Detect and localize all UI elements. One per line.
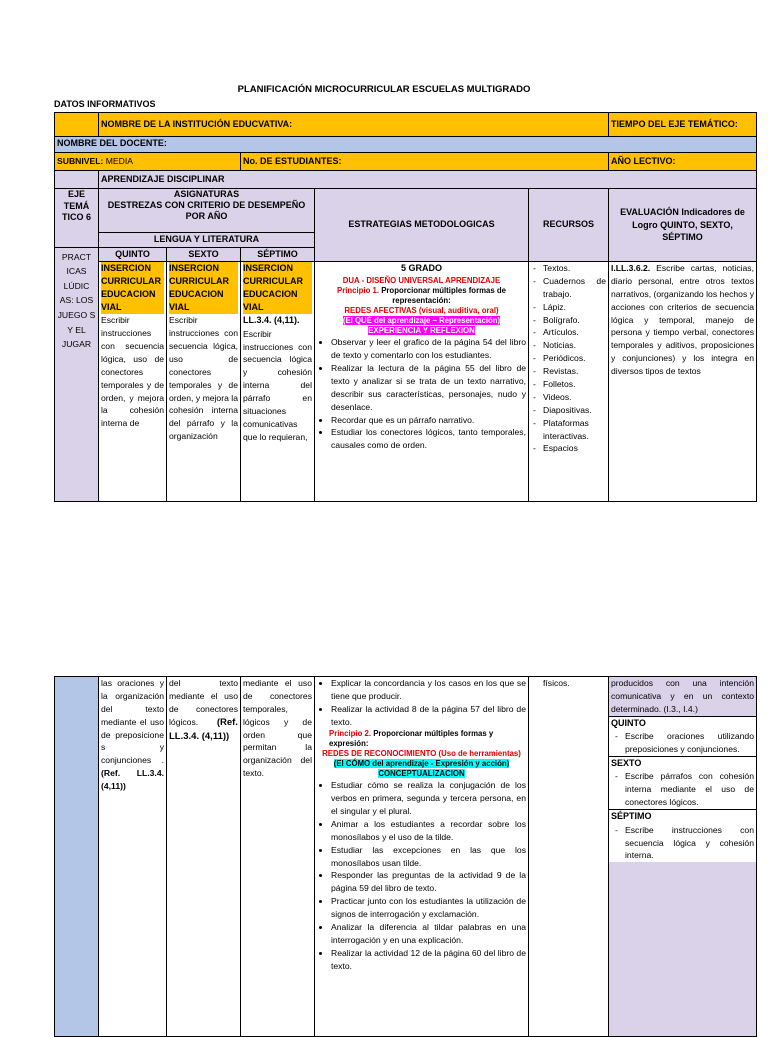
quinto-ref: (Ref. LL.3.4. (4,11)) xyxy=(101,768,164,792)
estrategias-header: ESTRATEGIAS METODOLOGICAS xyxy=(315,189,529,262)
quinto-destreza-cont xyxy=(99,677,167,1037)
list-item: - Videos. xyxy=(543,391,606,404)
que-aprendizaje-label: (El QUÉ del aprendizaje – Representación) xyxy=(342,316,501,325)
evaluacion-cell-2 xyxy=(609,677,757,1037)
eval-sexto-label: SEXTO xyxy=(611,757,642,768)
subnivel-cell xyxy=(55,153,241,171)
recursos-list xyxy=(531,262,606,455)
list-item: • Animar a los estudiantes a recordar sobre los monosílabos y el uso de la tilde. xyxy=(331,818,526,844)
list-item: • Practicar junto con los estudiantes la utilización de signos de interrogación y exclamación. xyxy=(331,895,526,921)
sexto-ref: (Ref. LL.3.4. (4,11)) xyxy=(169,716,238,742)
recursos-cell-2 xyxy=(529,677,609,1037)
quinto-header: QUINTO xyxy=(99,247,167,262)
quinto-destreza-text-2: las oraciones y la organización del texto mediante el uso de preposicione s y conjunciones . xyxy=(101,678,164,766)
septimo-destreza-cell xyxy=(241,262,315,502)
datos-informativos-label: DATOS INFORMATIVOS xyxy=(54,99,156,109)
recursos-header: RECURSOS xyxy=(529,189,609,262)
list-item: - Artículos. xyxy=(543,326,606,339)
estrategias-cell-2 xyxy=(315,677,529,1037)
principio-1-label: Principio 1. xyxy=(337,285,380,295)
eval-text-1: Escribe cartas, noticias, diario personal, entre otros textos narrativos, (organizando los hechos y acciones con criterios de secuencia lógica y temporal, manejo de persona y tiempo verbal, conectores temporales y aditivos, proposiciones y conjunciones) y los integra en diversos tipos de textos xyxy=(611,263,754,377)
list-item: • Estudiar cómo se realiza la conjugación de los verbos en primera, segunda y tercera persona, en el singular y el plural. xyxy=(331,779,526,818)
list-item: - Escribe párrafos con cohesión interna mediante el uso de conectores lógicos. xyxy=(625,770,754,809)
tiempo-label: TIEMPO DEL EJE TEMÁTICO: xyxy=(609,113,757,137)
dua-label: DUA - DISEÑO UNIVERSAL APRENDIZAJE xyxy=(342,275,501,285)
subnivel-label: SUBNIVEL: xyxy=(57,156,104,167)
destrezas-label: DESTREZAS CON CRITERIO DE DESEMPEÑO POR AÑO xyxy=(107,199,306,221)
eval-code: I.LL.3.6.2. xyxy=(611,263,651,273)
aprendizaje-disciplinar-label: APRENDIZAJE DISCIPLINAR xyxy=(99,171,757,189)
septimo-destreza-cont: mediante el uso de conectores temporales, lógicos y de orden que permitan la organización del texto. xyxy=(241,677,315,1037)
septimo-destreza-text: Escribir instrucciones con secuencia lógica y cohesión interna del párrafo en situaciones comunicativas que lo requieran, xyxy=(243,328,312,442)
list-item: - Escribe oraciones utilizando preposiciones y conjunciones. xyxy=(625,730,754,756)
quinto-destreza-text: Escribir instrucciones con secuencia lógica, uso de conectores temporales y de orden, y mejora la cohesión interna de xyxy=(101,315,164,429)
redes-reconocimiento-label: REDES DE RECONOCIMIENTO (Uso de herramientas) xyxy=(322,748,521,758)
estrategias-list-2a xyxy=(317,677,526,729)
anio-lectivo-label: AÑO LECTIVO: xyxy=(609,153,757,171)
list-item: • Realizar la lectura de la página 55 del libro de texto y analizar si se trata de un texto narrativo, describir sus características, personajes, nudo y desenlace. xyxy=(331,362,526,414)
list-item: - Lápiz. xyxy=(543,301,606,314)
list-item: • Recordar que es un párrafo narrativo. xyxy=(331,414,526,427)
septimo-header: SÉPTIMO xyxy=(241,247,315,262)
list-item: - Noticias. xyxy=(543,339,606,352)
principio-2-text xyxy=(317,729,526,749)
sexto-destreza-text-2: del texto mediante el uso de conectores lógicos. xyxy=(169,678,238,727)
list-item: • Explicar la concordancia y los casos en los que se tiene que producir. xyxy=(331,677,526,703)
conceptualizacion-label: CONCEPTUALIZACION xyxy=(378,769,465,779)
estudiantes-label: No. DE ESTUDIANTES: xyxy=(241,153,609,171)
grado-label: 5 GRADO xyxy=(400,263,442,273)
eval-sexto-block xyxy=(609,756,756,809)
planning-table-page-2 xyxy=(54,676,757,1037)
list-item: • Observar y leer el grafico de la página 54 del libro de texto y comentarlo con los estudiantes. xyxy=(331,336,526,362)
recursos-cell-1 xyxy=(529,262,609,502)
list-item: • Analizar la diferencia al tildar palabras en una interrogación y en una explicación. xyxy=(331,921,526,947)
sexto-header: SEXTO xyxy=(167,247,241,262)
eje-tematico-header: EJE TEMÁ TICO 6 xyxy=(55,189,99,248)
eje-continuation-cell xyxy=(55,677,99,1037)
estrategias-list-1 xyxy=(317,336,526,452)
como-aprendizaje-label: (El CÓMO del aprendizaje - Expresión y acción) xyxy=(333,758,510,768)
sexto-destreza-cont xyxy=(167,677,241,1037)
septimo-ref-code: LL.3.4. (4,11). xyxy=(243,315,300,326)
evaluacion-cell-1 xyxy=(609,262,757,502)
list-item: • Responder las preguntas de la actividad 9 de la página 59 del libro de texto. xyxy=(331,869,526,895)
eval-septimo-block xyxy=(609,809,756,862)
eval-quinto-block xyxy=(609,716,756,756)
quinto-destreza-cell xyxy=(99,262,167,502)
list-item: - Periódicos. xyxy=(543,352,606,365)
institucion-label: NOMBRE DE LA INSTITUCIÓN EDUCVATIVA: xyxy=(99,113,609,137)
estrategias-cell-1 xyxy=(315,262,529,502)
list-item: - Escribe instrucciones con secuencia lógica y cohesión interna. xyxy=(625,824,754,863)
docente-label: NOMBRE DEL DOCENTE: xyxy=(55,137,757,153)
evaluacion-header: EVALUACIÓN Indicadores de Logro QUINTO, SEXTO, SÉPTIMO xyxy=(609,189,757,262)
recursos-cont-text: físicos. xyxy=(543,678,570,688)
list-item: - Textos. xyxy=(543,262,606,275)
list-item: - Folletos. xyxy=(543,378,606,391)
principio-1-desc: Proporcionar múltiples formas de representación: xyxy=(379,285,506,305)
list-item: • Estudiar las excepciones en las que los monosílabos usan tilde. xyxy=(331,844,526,870)
list-item: - Plataformas interactivas. xyxy=(543,417,606,443)
asignaturas-header xyxy=(99,189,315,233)
list-item: • Realizar la actividad 8 de la página 57 del libro de texto. xyxy=(331,703,526,729)
principio-2-label: Principio 2. xyxy=(329,728,372,738)
list-item: • Estudiar los conectores lógicos, tanto temporales, causales como de orden. xyxy=(331,426,526,452)
eje-tematico-text: PRACT ICAS LÚDIC AS: LOS JUEGO S Y EL JUGAR xyxy=(55,247,99,502)
aprendizaje-empty xyxy=(55,171,99,189)
septimo-insercion-label: INSERCION CURRICULAR EDUCACION VIAL xyxy=(243,262,312,314)
list-item: - Diapositivas. xyxy=(543,404,606,417)
subnivel-value: MEDIA xyxy=(103,156,133,167)
list-item: - Espacios xyxy=(543,442,606,455)
list-item: - Bolígrafo. xyxy=(543,314,606,327)
sexto-insercion-label: INSERCION CURRICULAR EDUCACION VIAL xyxy=(169,262,238,314)
list-item: - Cuadernos de trabajo. xyxy=(543,275,606,301)
sexto-destreza-cell xyxy=(167,262,241,502)
planning-table-page-1 xyxy=(54,112,757,502)
quinto-insercion-label: INSERCION CURRICULAR EDUCACION VIAL xyxy=(101,262,164,314)
principio-2-desc: Proporcionar múltiples formas y expresión: xyxy=(329,728,494,748)
principio-1-text xyxy=(317,286,526,306)
lengua-literatura-header: LENGUA Y LITERATURA xyxy=(99,233,315,248)
list-item: - Revistas. xyxy=(543,365,606,378)
list-item: • Realizar la actividad 12 de la página 60 del libro de texto. xyxy=(331,947,526,973)
asignaturas-label: ASIGNATURAS xyxy=(173,189,240,199)
redes-afectivas-label: REDES AFECTIVAS (visual, auditiva, oral) xyxy=(344,305,499,315)
estrategias-list-2b xyxy=(317,779,526,972)
experiencia-label: EXPERIENCIA Y REFLEXION xyxy=(368,326,475,336)
document-title: PLANIFICACIÓN MICROCURRICULAR ESCUELAS MULTIGRADO xyxy=(237,84,531,95)
header-cell-empty xyxy=(55,113,99,137)
eval-septimo-label: SÉPTIMO xyxy=(611,811,652,822)
eval-text-2: producidos con una intención comunicativa y en un contexto determinado. (I.3., I.4.) xyxy=(611,678,754,714)
eval-quinto-label: QUINTO xyxy=(611,717,646,728)
sexto-destreza-text: Escribir instrucciones con secuencia lógica, uso de conectores temporales y de orden, y mejora la cohesión interna del párrafo y la organización xyxy=(169,315,238,442)
